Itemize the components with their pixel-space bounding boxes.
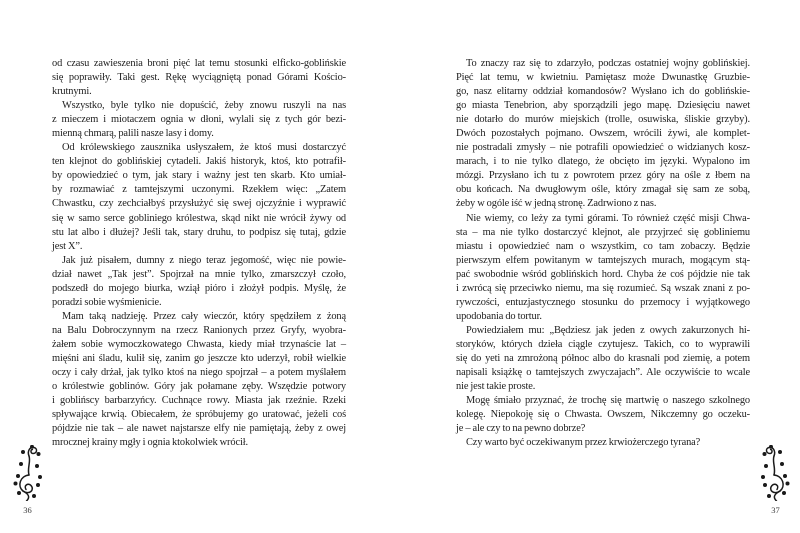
text-line: krutnymi. <box>52 86 92 98</box>
text-line: go, nasz elitarny oddział komandosów? Wysłano ich do goblińskie- <box>456 86 750 98</box>
text-line: z mieczem i miotaczem ognia w dłoni, wylali się z tych gór bezi- <box>52 114 346 126</box>
text-line: od czasu zawieszenia broni pięć lat temu stosunki elficko-goblińskie <box>52 58 346 69</box>
text-line: nie dotarło do murów miejskich (trolle, osuwiska, śliskie grzyby). <box>456 114 750 126</box>
text-line: spływające krwią. Obiecałem, że spróbujemy go uratować, jeżeli coś <box>52 409 346 421</box>
text-line: Jak już pisałem, dumny z niego teraz jegomość, więc nie powie- <box>62 254 346 266</box>
text-line: stu lat albo i dłużej? Jeśli tak, stary druhu, to podpisz się tutaj, gdzie <box>52 226 346 238</box>
text-line: żałem sobie wymoczkowatego Chwasta, kiedy miał trzynaście lat – <box>52 338 346 350</box>
text-line: rywczości, entuzjastycznego stosunku do przemocy i wyjątkowego <box>456 296 750 308</box>
text-line: mienną chmarą, palili nasze lasy i domy. <box>52 128 214 140</box>
text-line: napisali książkę o tamtejszych zwyczajach”. Ale oczywiście to wcale <box>456 367 750 379</box>
text-line: pierwszym elfem powitanym w tamtejszych murach, mogącym stą- <box>456 254 750 266</box>
text-line: ten klejnot do goblińskiej cytadeli. Jakiś historyk, ktoś, kto potrafił- <box>52 156 346 168</box>
text-line: je – ale czy to na pewno dobrze? <box>456 423 586 435</box>
text-line: Powiedziałem mu: „Będziesz jak jeden z owych zakurzonych hi- <box>466 324 750 336</box>
text-line: i zwrócą się przeciwko niemu, ma się rozumieć. Są wszak znani z po- <box>456 282 750 294</box>
text-line: sta – ma nie tylko dostarczyć klejnot, ale przyjrzeć się gobliniemu <box>456 226 750 238</box>
text-line: nie postradali zmysły – nie potrafili opowiedzieć o widzianych kosz- <box>456 142 750 154</box>
text-line: upodobania do tortur. <box>456 310 542 322</box>
text-line: się w samo serce gobliniego królestwa, skąd nikt nie wrócił żywy od <box>52 212 346 224</box>
text-line: podszedł do mojego biurka, wziął pióro i złożył podpis. Myślę, że <box>52 282 346 294</box>
text-line: mózgi. Przysłano ich tu z powrotem przez góry na ośle z łbem na <box>456 170 750 182</box>
left-page-text-block <box>52 57 346 450</box>
text-line: Chwastku, czy zechciałbyś przysłużyć się swej ojczyźnie i wyprawić <box>52 198 346 210</box>
text-line: obu końcach. Na dwugłowym ośle, który zmagał się sam ze sobą, <box>456 184 750 196</box>
text-line: Dwóch pozostałych pojmano. Owszem, wrócili żywi, ale komplet- <box>456 128 750 140</box>
text-line: by rozmawiać z tamtejszymi uczonymi. Rzekłem więc: „Zatem <box>52 184 346 196</box>
text-line: jest X”. <box>52 240 83 252</box>
text-line: Mogę śmiało przyznać, że trochę się martwię o naszego szkolnego <box>466 395 750 407</box>
text-line: storyków, których dzieła ciągle czytujesz. Takich, co to wyprawili <box>456 338 750 350</box>
page-number: 37 <box>771 505 780 515</box>
text-line: go miasta Tenebrion, aby sporządzili jego mapę. Dziesięciu nawet <box>456 100 750 112</box>
text-line: Czy warto być oczekiwanym przez krwiożerczego tyrana? <box>466 437 701 449</box>
text-line: na Balu Dobroczynnym na rzecz Ranionych przez Gryfy, wyobra- <box>52 324 346 336</box>
page-number: 36 <box>23 505 32 515</box>
text-line: żeby w ogóle iść w jedną stronę. Zadrwiono z nas. <box>456 198 657 210</box>
text-line: o królestwie goblinów. Góry jak połamane zęby. Wszędzie potwory <box>52 381 346 393</box>
text-line: się do yeti na zmrożoną północ albo do krasnali pod ziemię, a potem <box>456 352 750 364</box>
text-line: mrocznej krainy mgły i ognia ktokolwiek wrócił. <box>52 437 248 449</box>
text-line: poradzi sobie wyśmienicie. <box>52 296 162 308</box>
text-line: To znaczy raz się to zdarzyło, podczas ostatniej wojny goblińskiej. <box>466 58 750 69</box>
floral-flourish-icon <box>761 445 790 501</box>
right-page-text-block <box>456 57 750 450</box>
text-line: Od królewskiego zausznika usłyszałem, że ktoś musi dostarczyć <box>62 142 346 154</box>
text-line: mięśni ani śladu, kulił się, zanim go jeszcze kto uderzył, robił wielkie <box>52 352 346 364</box>
text-line: nie jest takie proste. <box>456 381 536 393</box>
text-line: Pięć lat temu, w kwietniu. Pamiętasz może Dwunastkę Gruzbie- <box>456 72 750 84</box>
text-line: Nie wiemy, co leży za tymi górami. To również część misji Chwa- <box>466 212 750 224</box>
text-line: kolegę. Niepokoję się o Chwasta. Owszem, Nikczemny go oczeku- <box>456 409 750 421</box>
text-line: Mam taką nadzieję. Przez cały wieczór, który spędziłem z żoną <box>62 310 346 322</box>
floral-flourish-icon <box>13 445 42 501</box>
text-line: pójdzie nie tak – ale nawet najstarsze elfy nie pamiętają, żeby z owej <box>52 423 346 435</box>
text-line: marach, i to nie tylko dlatego, że obcięto im języki. Wypalono im <box>456 156 750 168</box>
text-line: i goblińscy barbarzyńcy. Cuchnące rowy. Miasta jak rzeźnie. Rzeki <box>52 395 346 407</box>
text-line: pać swobodnie wśród goblińskich hord. Chyba że coś pójdzie nie tak <box>456 268 750 280</box>
text-line: oczy i cały drżał, jak tylko ktoś na niego spojrzał – a potem myślałem <box>52 367 346 379</box>
text-line: dział nawet „Tak jest”. Spojrzał na mnie tylko, zmarszczył czoło, <box>52 268 346 280</box>
text-line: się poprawiły. Taki gest. Rękę wyciągniętą ponad Górami Kościo- <box>52 72 346 84</box>
text-line: miastu i opowiedzieć nam o wszystkim, co tam zobaczy. Będzie <box>456 240 750 252</box>
text-line: by opowiedzieć o tym, jak stary i ważny jest ten skarb. Kto umiał- <box>52 170 346 182</box>
text-line: Wszystko, byle tylko nie dopuścić, żeby znowu ruszyli na nas <box>62 100 346 112</box>
